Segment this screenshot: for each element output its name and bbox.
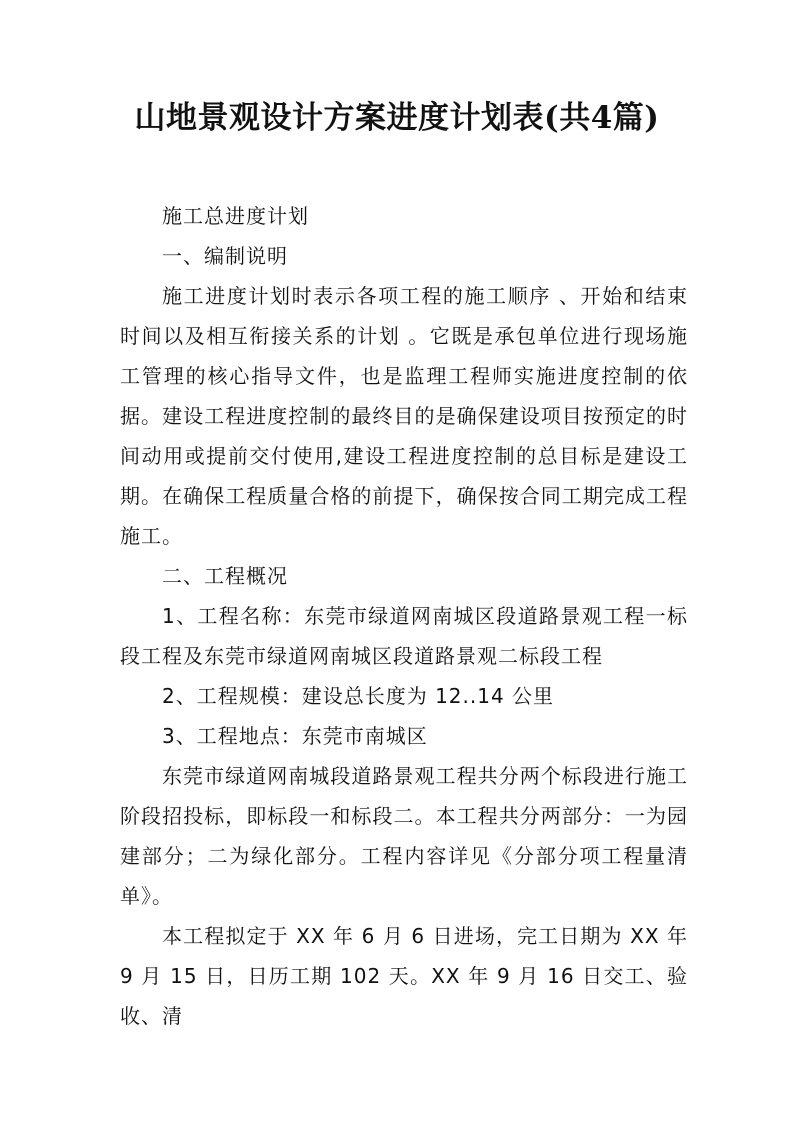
document-title: 山地景观设计方案进度计划表(共4篇) (134, 100, 660, 136)
document-body (120, 196, 688, 1036)
paragraph-project-sections: 东莞市绿道网南城段道路景观工程共分两个标段进行施工阶段招投标，即标段一和标段二。本工程共分两部分：一为园建部分；二为绿化部分。工程内容详见《分部分项工程量清单》。 (120, 764, 688, 908)
section-heading-schedule: 施工总进度计划 (162, 204, 309, 228)
paragraph-schedule-description: 施工进度计划时表示各项工程的施工顺序 、开始和结束时间以及相互衔接关系的计划 。它既是承包单位进行现场施工管理的核心指导文件，也是监理工程师实施进度控制的依据。建设工程进度控制的最终目的是确保建设项目按预定的时间动用或提前交付使用,建设工程进度控制的总目标是建设工期。在确保工程质量合格的前提下，确保按合同工期完成工程施工。 (120, 284, 688, 548)
section-heading-instructions: 一、编制说明 (162, 244, 288, 268)
paragraph-project-dates: 本工程拟定于 XX 年 6 月 6 日进场，完工日期为 XX 年 9 月 15 日，日历工期 102 天。XX 年 9 月 16 日交工、验收、清 (120, 924, 688, 1028)
paragraph-project-name: 1、工程名称：东莞市绿道网南城区段道路景观工程一标段工程及东莞市绿道网南城区段道路景观二标段工程 (120, 604, 688, 668)
section-heading-overview: 二、工程概况 (162, 564, 288, 588)
paragraph-project-scale: 2、工程规模：建设总长度为 12..14 公里 (162, 684, 555, 708)
paragraph-project-location: 3、工程地点：东莞市南城区 (162, 724, 428, 748)
